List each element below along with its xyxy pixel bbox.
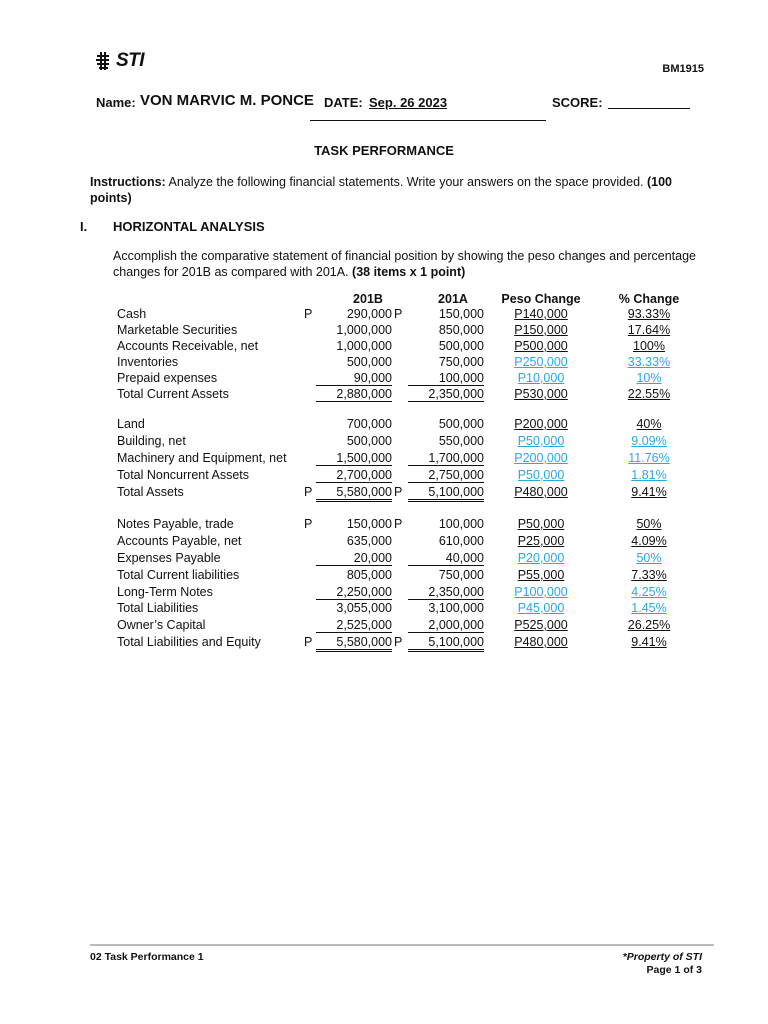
value-201b: 700,000	[346, 417, 392, 431]
value-201a: 40,000	[408, 551, 484, 566]
peso-change: P140,000	[514, 307, 568, 321]
value-201b: 90,000	[316, 371, 392, 386]
col-header-pct-change: % Change	[618, 292, 680, 306]
percent-change: 1.81%	[631, 468, 667, 482]
percent-change: 7.33%	[631, 568, 667, 582]
date-value: Sep. 26 2023	[369, 95, 448, 110]
date-label: DATE:	[324, 95, 363, 110]
percent-change: 50%	[636, 517, 662, 531]
value-201b: 290,000	[346, 307, 392, 321]
peso-change: P530,000	[514, 387, 568, 401]
logo-text: STI	[116, 50, 145, 71]
page-title: TASK PERFORMANCE	[314, 143, 454, 158]
section-number: I.	[80, 219, 88, 234]
value-201b: 500,000	[346, 355, 392, 369]
col-header-201b: 201B	[353, 292, 383, 306]
table-row	[0, 601, 768, 618]
table-row	[0, 551, 768, 568]
row-label: Machinery and Equipment, net	[117, 451, 287, 465]
value-201b: 1,000,000	[336, 323, 392, 337]
value-201b: 2,880,000	[316, 387, 392, 402]
value-201b: 1,000,000	[336, 339, 392, 353]
value-201a: 2,000,000	[408, 618, 484, 633]
percent-change: 1.45%	[631, 601, 667, 615]
table-row	[0, 618, 768, 635]
student-info-row	[96, 92, 706, 112]
sti-logo	[96, 50, 144, 72]
value-201a: 750,000	[438, 355, 484, 369]
table-row	[0, 387, 768, 404]
instructions-points: (100 points)	[90, 175, 673, 205]
value-201b: 2,525,000	[316, 618, 392, 633]
value-201b: 3,055,000	[336, 601, 392, 615]
instructions-text: Analyze the following financial statements. Write your answers on the space provided.	[165, 175, 647, 189]
value-201a: 2,350,000	[408, 387, 484, 402]
peso-change: P100,000	[514, 585, 568, 599]
value-201b: 5,580,000	[316, 485, 392, 502]
table-row	[0, 517, 768, 534]
table-row	[0, 371, 768, 388]
instructions	[90, 174, 710, 206]
row-label: Total Current liabilities	[117, 568, 240, 582]
value-201a: 150,000	[438, 307, 484, 321]
row-label: Total Liabilities	[117, 601, 199, 615]
value-201a: 2,350,000	[408, 585, 484, 600]
row-label: Long-Term Notes	[117, 585, 213, 599]
peso-change: P480,000	[514, 485, 568, 499]
peso-change: P50,000	[517, 468, 565, 482]
peso-change: P50,000	[517, 517, 565, 531]
value-201b: 635,000	[346, 534, 392, 548]
value-201a: 850,000	[438, 323, 484, 337]
table-row	[0, 534, 768, 551]
currency-symbol: P	[394, 517, 403, 531]
table-row	[0, 434, 768, 451]
footer-rule	[90, 944, 714, 946]
percent-change: 33.33%	[627, 355, 671, 369]
document-code: BM1915	[662, 63, 704, 75]
percent-change: 22.55%	[627, 387, 671, 401]
sti-globe-icon	[96, 52, 114, 70]
table-row	[0, 355, 768, 372]
value-201a: 5,100,000	[408, 635, 484, 652]
name-label: Name:	[96, 95, 136, 110]
row-label: Marketable Securities	[117, 323, 238, 337]
footer-property: *Property of STI	[622, 951, 702, 963]
value-201a: 500,000	[438, 417, 484, 431]
peso-change: P25,000	[517, 534, 565, 548]
row-label: Notes Payable, trade	[117, 517, 234, 531]
value-201a: 100,000	[438, 517, 484, 531]
value-201a: 2,750,000	[408, 468, 484, 483]
currency-symbol: P	[304, 485, 313, 499]
peso-change: P50,000	[517, 434, 565, 448]
peso-change: P10,000	[517, 371, 565, 385]
value-201a: 550,000	[438, 434, 484, 448]
row-label: Land	[117, 417, 145, 431]
value-201a: 750,000	[438, 568, 484, 582]
table-row	[0, 339, 768, 356]
row-label: Building, net	[117, 434, 186, 448]
value-201b: 2,250,000	[316, 585, 392, 600]
value-201a: 100,000	[408, 371, 484, 386]
table-row	[0, 417, 768, 434]
currency-symbol: P	[394, 485, 403, 499]
row-label: Total Assets	[117, 485, 184, 499]
peso-change: P55,000	[517, 568, 565, 582]
peso-change: P500,000	[514, 339, 568, 353]
peso-change: P200,000	[514, 451, 568, 465]
peso-change: P200,000	[514, 417, 568, 431]
percent-change: 93.33%	[627, 307, 671, 321]
percent-change: 9.41%	[631, 485, 667, 499]
name-value: VON MARVIC M. PONCE	[140, 92, 314, 109]
task-points: (38 items x 1 point)	[352, 265, 466, 279]
task-description	[113, 248, 711, 280]
footer-page: Page 1 of 3	[646, 964, 702, 976]
value-201b: 1,500,000	[316, 451, 392, 466]
footer-left: 02 Task Performance 1	[90, 951, 204, 963]
row-label: Accounts Receivable, net	[117, 339, 259, 353]
col-header-peso-change: Peso Change	[501, 292, 581, 306]
percent-change: 26.25%	[627, 618, 671, 632]
table-row	[0, 307, 768, 324]
currency-symbol: P	[394, 307, 403, 321]
table-row	[0, 451, 768, 468]
task-text: Accomplish the comparative statement of financial position by showing the peso changes and percentage changes for 201B as compared with 201A.	[113, 249, 696, 279]
percent-change: 9.09%	[631, 434, 667, 448]
value-201a: 5,100,000	[408, 485, 484, 502]
percent-change: 100%	[633, 339, 665, 353]
percent-change: 9.41%	[631, 635, 667, 649]
section-title: HORIZONTAL ANALYSIS	[113, 219, 265, 234]
value-201b: 500,000	[346, 434, 392, 448]
value-201b: 5,580,000	[316, 635, 392, 652]
peso-change: P480,000	[514, 635, 568, 649]
table-row	[0, 323, 768, 340]
row-label: Inventories	[117, 355, 179, 369]
currency-symbol: P	[394, 635, 403, 649]
percent-change: 40%	[636, 417, 662, 431]
percent-change: 50%	[636, 551, 662, 565]
peso-change: P250,000	[514, 355, 568, 369]
value-201a: 610,000	[438, 534, 484, 548]
value-201a: 3,100,000	[428, 601, 484, 615]
currency-symbol: P	[304, 307, 313, 321]
peso-change: P150,000	[514, 323, 568, 337]
instructions-label: Instructions:	[90, 175, 166, 189]
row-label: Total Current Assets	[117, 387, 229, 401]
value-201b: 805,000	[346, 568, 392, 582]
value-201b: 2,700,000	[316, 468, 392, 483]
row-label: Prepaid expenses	[117, 371, 218, 385]
percent-change: 11.76%	[628, 451, 670, 465]
col-header-201a: 201A	[438, 292, 468, 306]
value-201b: 150,000	[346, 517, 392, 531]
peso-change: P45,000	[517, 601, 565, 615]
value-201a: 1,700,000	[408, 451, 484, 466]
table-row	[0, 468, 768, 485]
row-label: Expenses Payable	[117, 551, 221, 565]
row-label: Total Noncurrent Assets	[117, 468, 250, 482]
table-row	[0, 485, 768, 502]
table-row	[0, 635, 768, 652]
table-row	[0, 585, 768, 602]
percent-change: 17.64%	[627, 323, 671, 337]
table-row	[0, 568, 768, 585]
peso-change: P20,000	[517, 551, 565, 565]
row-label: Owner’s Capital	[117, 618, 206, 632]
currency-symbol: P	[304, 635, 313, 649]
currency-symbol: P	[304, 517, 313, 531]
row-label: Accounts Payable, net	[117, 534, 242, 548]
peso-change: P525,000	[514, 618, 568, 632]
score-blank-line	[608, 108, 690, 109]
row-label: Cash	[117, 307, 147, 321]
percent-change: 4.09%	[631, 534, 667, 548]
row-label: Total Liabilities and Equity	[117, 635, 261, 649]
name-underline	[310, 120, 546, 121]
value-201b: 20,000	[316, 551, 392, 566]
percent-change: 10%	[636, 371, 662, 385]
score-label: SCORE:	[552, 95, 603, 110]
value-201a: 500,000	[438, 339, 484, 353]
percent-change: 4.25%	[631, 585, 667, 599]
